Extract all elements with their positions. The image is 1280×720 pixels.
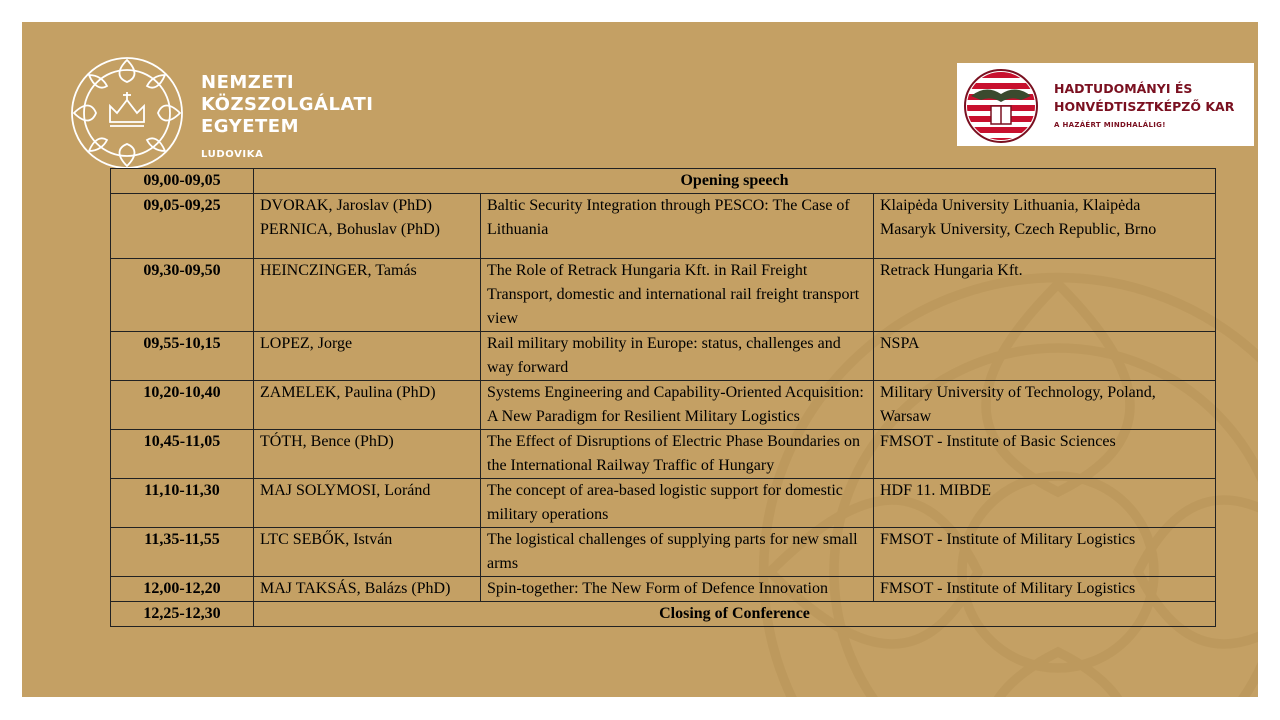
speaker-name: LTC SEBŐK, István [254, 528, 481, 577]
institution-cell [874, 194, 1216, 259]
opening-row [111, 169, 1216, 194]
university-name-line: EGYETEM [201, 116, 299, 137]
speaker-name: DVORAK, Jaroslav (PhD) [260, 197, 432, 214]
speaker-name: TÓTH, Bence (PhD) [254, 430, 481, 479]
time-cell: 10,45-11,05 [111, 430, 254, 479]
faculty-logo-box [957, 63, 1254, 146]
table-row [111, 528, 1216, 577]
table-row [111, 194, 1216, 259]
speaker-name: MAJ SOLYMOSI, Loránd [254, 479, 481, 528]
talk-title: Spin-together: The New Form of Defence Innovation [481, 577, 874, 602]
talk-title: Baltic Security Integration through PESCO: The Case of Lithuania [481, 194, 874, 259]
closing-row [111, 602, 1216, 627]
opening-label: Opening speech [254, 169, 1216, 194]
time-cell: 12,25-12,30 [111, 602, 254, 627]
institution-name: Military University of Technology, Poland, Warsaw [874, 381, 1216, 430]
faculty-motto: A HAZÁÉRT MINDHALÁLIG! [1054, 121, 1166, 129]
institution-name: FMSOT - Institute of Military Logistics [874, 528, 1216, 577]
table-row [111, 381, 1216, 430]
talk-title: Rail military mobility in Europe: status, challenges and way forward [481, 332, 874, 381]
eagle-shield-icon [961, 66, 1041, 143]
time-cell: 09,00-09,05 [111, 169, 254, 194]
time-cell: 09,55-10,15 [111, 332, 254, 381]
talk-title: The Effect of Disruptions of Electric Phase Boundaries on the International Railway Traffic of Hungary [481, 430, 874, 479]
speaker-cell [254, 194, 481, 259]
speaker-name: HEINCZINGER, Tamás [254, 259, 481, 332]
university-crown-logo-icon [70, 56, 184, 170]
faculty-name-line: HADTUDOMÁNYI ÉS [1054, 81, 1193, 96]
time-cell: 11,10-11,30 [111, 479, 254, 528]
talk-title: Systems Engineering and Capability-Oriented Acquisition: A New Paradigm for Resilient Military Logistics [481, 381, 874, 430]
table-row [111, 479, 1216, 528]
institution-name: Retrack Hungaria Kft. [874, 259, 1216, 332]
slide [22, 22, 1258, 697]
closing-label: Closing of Conference [254, 602, 1216, 627]
institution-name: Klaipėda University Lithuania, Klaipėda [880, 197, 1141, 214]
faculty-name-line: HONVÉDTISZTKÉPZŐ KAR [1054, 99, 1235, 114]
institution-name: FMSOT - Institute of Basic Sciences [874, 430, 1216, 479]
program-table [110, 168, 1216, 627]
speaker-name: LOPEZ, Jorge [254, 332, 481, 381]
time-cell: 11,35-11,55 [111, 528, 254, 577]
institution-name: NSPA [874, 332, 1216, 381]
faculty-name [1054, 80, 1234, 116]
speaker-name: MAJ TAKSÁS, Balázs (PhD) [254, 577, 481, 602]
table-row [111, 430, 1216, 479]
talk-title: The Role of Retrack Hungaria Kft. in Rail Freight Transport, domestic and international rail freight transport view [481, 259, 874, 332]
institution-name: Masaryk University, Czech Republic, Brno [880, 221, 1157, 238]
speaker-name: ZAMELEK, Paulina (PhD) [254, 381, 481, 430]
time-cell: 10,20-10,40 [111, 381, 254, 430]
speaker-name: PERNICA, Bohuslav (PhD) [260, 221, 441, 238]
talk-title: The concept of area-based logistic support for domestic military operations [481, 479, 874, 528]
university-name-line: KÖZSZOLGÁLATI [201, 94, 374, 115]
table-row [111, 577, 1216, 602]
time-cell: 09,30-09,50 [111, 259, 254, 332]
university-name [201, 72, 373, 138]
institution-name: HDF 11. MIBDE [874, 479, 1216, 528]
time-cell: 09,05-09,25 [111, 194, 254, 259]
talk-title: The logistical challenges of supplying parts for new small arms [481, 528, 874, 577]
table-row [111, 332, 1216, 381]
time-cell: 12,00-12,20 [111, 577, 254, 602]
university-name-line: NEMZETI [201, 72, 295, 93]
table-row [111, 259, 1216, 332]
university-subtitle: LUDOVIKA [201, 149, 264, 160]
institution-name: FMSOT - Institute of Military Logistics [874, 577, 1216, 602]
